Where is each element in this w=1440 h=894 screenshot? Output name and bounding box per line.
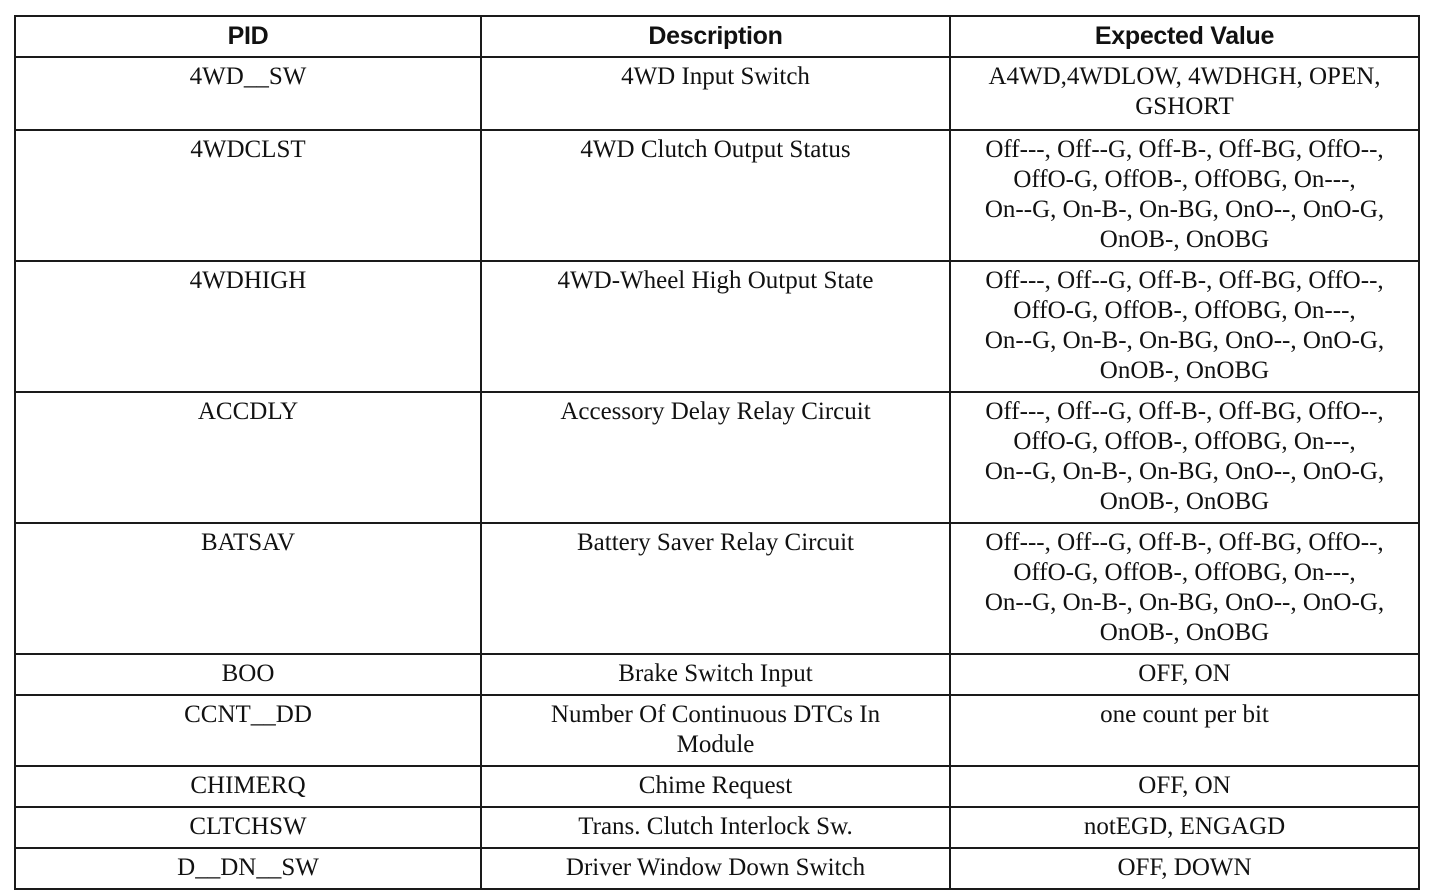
pid-cell: 4WDHIGH — [15, 261, 481, 392]
pid-cell: BOO — [15, 654, 481, 695]
expected-value-cell: one count per bit — [950, 695, 1419, 766]
description-cell: Battery Saver Relay Circuit — [481, 523, 950, 654]
pid-cell: D__DN__SW — [15, 848, 481, 889]
expected-value-cell: Off---, Off--G, Off-B-, Off-BG, OffO--, OffO-G, OffOB-, OffOBG, On---, On--G, On-B-, On-BG, OnO--, OnO-G, OnOB-, OnOBG — [950, 261, 1419, 392]
description-cell: Driver Window Down Switch — [481, 848, 950, 889]
expected-value-cell: Off---, Off--G, Off-B-, Off-BG, OffO--, OffO-G, OffOB-, OffOBG, On---, On--G, On-B-, On-BG, OnO--, OnO-G, OnOB-, OnOBG — [950, 523, 1419, 654]
table-row — [15, 695, 1419, 766]
pid-cell: 4WDCLST — [15, 130, 481, 261]
table-row — [15, 807, 1419, 848]
pid-cell: CCNT__DD — [15, 695, 481, 766]
table-row — [15, 57, 1419, 130]
table-body — [15, 57, 1419, 889]
pid-cell: CLTCHSW — [15, 807, 481, 848]
description-cell: Accessory Delay Relay Circuit — [481, 392, 950, 523]
description-cell: 4WD Input Switch — [481, 57, 950, 130]
expected-value-cell: Off---, Off--G, Off-B-, Off-BG, OffO--, OffO-G, OffOB-, OffOBG, On---, On--G, On-B-, On-BG, OnO--, OnO-G, OnOB-, OnOBG — [950, 392, 1419, 523]
description-cell: Brake Switch Input — [481, 654, 950, 695]
expected-value-cell: notEGD, ENGAGD — [950, 807, 1419, 848]
table-row — [15, 392, 1419, 523]
description-cell: 4WD-Wheel High Output State — [481, 261, 950, 392]
table-row — [15, 848, 1419, 889]
pid-cell: CHIMERQ — [15, 766, 481, 807]
header-pid: PID — [15, 16, 481, 57]
description-cell: Trans. Clutch Interlock Sw. — [481, 807, 950, 848]
pid-cell: BATSAV — [15, 523, 481, 654]
header-description: Description — [481, 16, 950, 57]
expected-value-cell: OFF, DOWN — [950, 848, 1419, 889]
header-row — [15, 16, 1419, 57]
description-cell: Number Of Continuous DTCs In Module — [481, 695, 950, 766]
table-row — [15, 523, 1419, 654]
expected-value-cell: A4WD,4WDLOW, 4WDHGH, OPEN, GSHORT — [950, 57, 1419, 130]
description-cell: Chime Request — [481, 766, 950, 807]
pid-table — [14, 15, 1420, 890]
description-cell: 4WD Clutch Output Status — [481, 130, 950, 261]
expected-value-cell: Off---, Off--G, Off-B-, Off-BG, OffO--, OffO-G, OffOB-, OffOBG, On---, On--G, On-B-, On-BG, OnO--, OnO-G, OnOB-, OnOBG — [950, 130, 1419, 261]
expected-value-cell: OFF, ON — [950, 766, 1419, 807]
pid-cell: ACCDLY — [15, 392, 481, 523]
table-row — [15, 130, 1419, 261]
table-header — [15, 16, 1419, 57]
expected-value-cell: OFF, ON — [950, 654, 1419, 695]
table-row — [15, 766, 1419, 807]
table-row — [15, 654, 1419, 695]
header-expected-value: Expected Value — [950, 16, 1419, 57]
pid-cell: 4WD__SW — [15, 57, 481, 130]
table-row — [15, 261, 1419, 392]
